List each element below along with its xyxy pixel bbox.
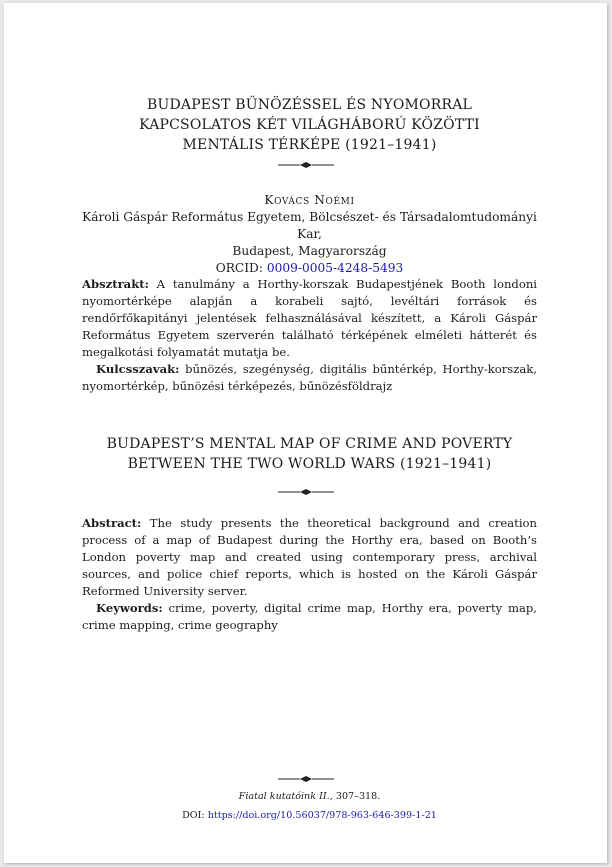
- title-hu-line-3: MENTÁLIS TÉRKÉPE (1921–1941): [182, 137, 437, 153]
- title-hungarian: [82, 95, 537, 155]
- title-english: [82, 434, 537, 474]
- author-name: Kovács Noémi: [264, 193, 355, 207]
- abstract-en-paragraph: [82, 515, 537, 600]
- keywords-en-label: Keywords:: [96, 601, 163, 615]
- citation-line: [82, 787, 537, 806]
- doi-link[interactable]: https://doi.org/10.56037/978-963-646-399-1-21: [207, 810, 437, 821]
- doi-label: DOI:: [182, 810, 205, 821]
- document-page: [4, 3, 607, 863]
- author-affiliation: Károli Gáspár Református Egyetem, Bölcsészet- és Társadalomtudományi Kar,: [82, 210, 537, 241]
- abstract-en-text: The study presents the theoretical background and creation process of a map of Budapest during the Horthy era, based on Booth’s London poverty map and created using contemporary press, archival sources, and police chief reports, which is hosted on the Károli Gáspár Reformed University server.: [82, 516, 538, 598]
- page-range: 307–318.: [335, 791, 381, 802]
- title-hu-line-1: BUDAPEST BŰNÖZÉSSEL ÉS NYOMORRAL: [146, 97, 473, 113]
- title-en-line-1: BUDAPEST’S MENTAL MAP OF CRIME AND POVERTY: [106, 436, 513, 452]
- keywords-hu-text: bűnözés, szegénység, digitális bűntérkép, Horthy-korszak, nyomortérkép, bűnözési térképezés, bűnözésföldrajz: [82, 362, 537, 393]
- orcid-label: ORCID:: [215, 261, 263, 275]
- author-location: Budapest, Magyarország: [232, 244, 387, 258]
- journal-title: Fiatal kutatóink II.,: [238, 791, 333, 802]
- ornament-divider-icon: [278, 775, 334, 783]
- author-block: [82, 192, 537, 277]
- abstract-hungarian: [82, 276, 537, 395]
- keywords-en-paragraph: [82, 600, 537, 634]
- abstract-hu-text: A tanulmány a Horthy-korszak Budapestjének Booth londoni nyomortérképe alapján a korabeli sajtó, levéltári források és rendőrfőkapitányi jelentések felhasználásával készített, a Károli Gáspár Református Egyetem szerverén található térképének elméleti hátterét és megalkotási folyamatát mutatja be.: [82, 277, 538, 359]
- ornament-divider-icon: [278, 488, 334, 496]
- keywords-hu-paragraph: [82, 361, 537, 395]
- orcid-link[interactable]: 0009-0005-4248-5493: [266, 261, 404, 275]
- doi-line: [82, 806, 537, 825]
- ornament-divider-icon: [278, 161, 334, 169]
- abstract-en-label: Abstract:: [82, 516, 142, 530]
- abstract-hu-paragraph: [82, 276, 537, 361]
- title-hu-line-2: KAPCSOLATOS KÉT VILÁGHÁBORÚ KÖZÖTTI: [139, 117, 480, 133]
- page-footer: [82, 787, 537, 825]
- keywords-hu-label: Kulcsszavak:: [96, 362, 180, 376]
- abstract-hu-label: Absztrakt:: [82, 277, 149, 291]
- orcid-line: [82, 260, 537, 277]
- abstract-english: [82, 515, 537, 634]
- title-en-line-2: BETWEEN THE TWO WORLD WARS (1921–1941): [127, 456, 492, 472]
- keywords-en-text: crime, poverty, digital crime map, Horthy era, poverty map, crime mapping, crime geography: [82, 601, 537, 632]
